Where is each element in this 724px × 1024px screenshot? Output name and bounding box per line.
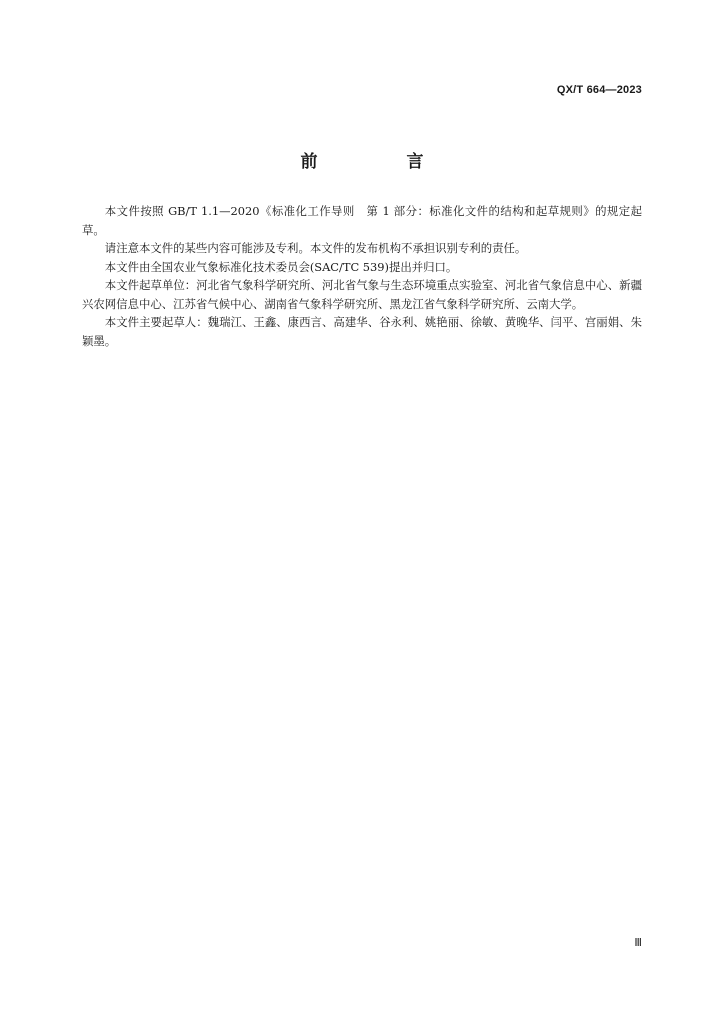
paragraph-drafters: 本文件主要起草人：魏瑞江、王鑫、康西言、高建华、谷永利、姚艳丽、徐敏、黄晚华、闫平、宫丽娟、朱颖墨。 (82, 315, 642, 348)
paragraph-committee: 本文件由全国农业气象标准化技术委员会(SAC/TC 539)提出并归口。 (104, 259, 458, 274)
page-number: Ⅲ (634, 937, 642, 949)
page-title: 前 言 (300, 152, 460, 172)
paragraph-drafting-rules: 本文件按照 GB/T 1.1—2020《标准化工作导则 第 1 部分：标准化文件的结构和起草规则》的规定起草。 (82, 204, 642, 237)
document-code: QX/T 664—2023 (556, 84, 642, 96)
paragraph-drafting-units: 本文件起草单位：河北省气象科学研究所、河北省气象与生态环境重点实验室、河北省气象信息中心、新疆兴农网信息中心、江苏省气候中心、湖南省气象科学研究所、黑龙江省气象科学研究所、云南大学。 (82, 278, 642, 311)
foreword-body (82, 202, 642, 350)
paragraph-patent-notice: 请注意本文件的某些内容可能涉及专利。本文件的发布机构不承担识别专利的责任。 (104, 241, 527, 255)
